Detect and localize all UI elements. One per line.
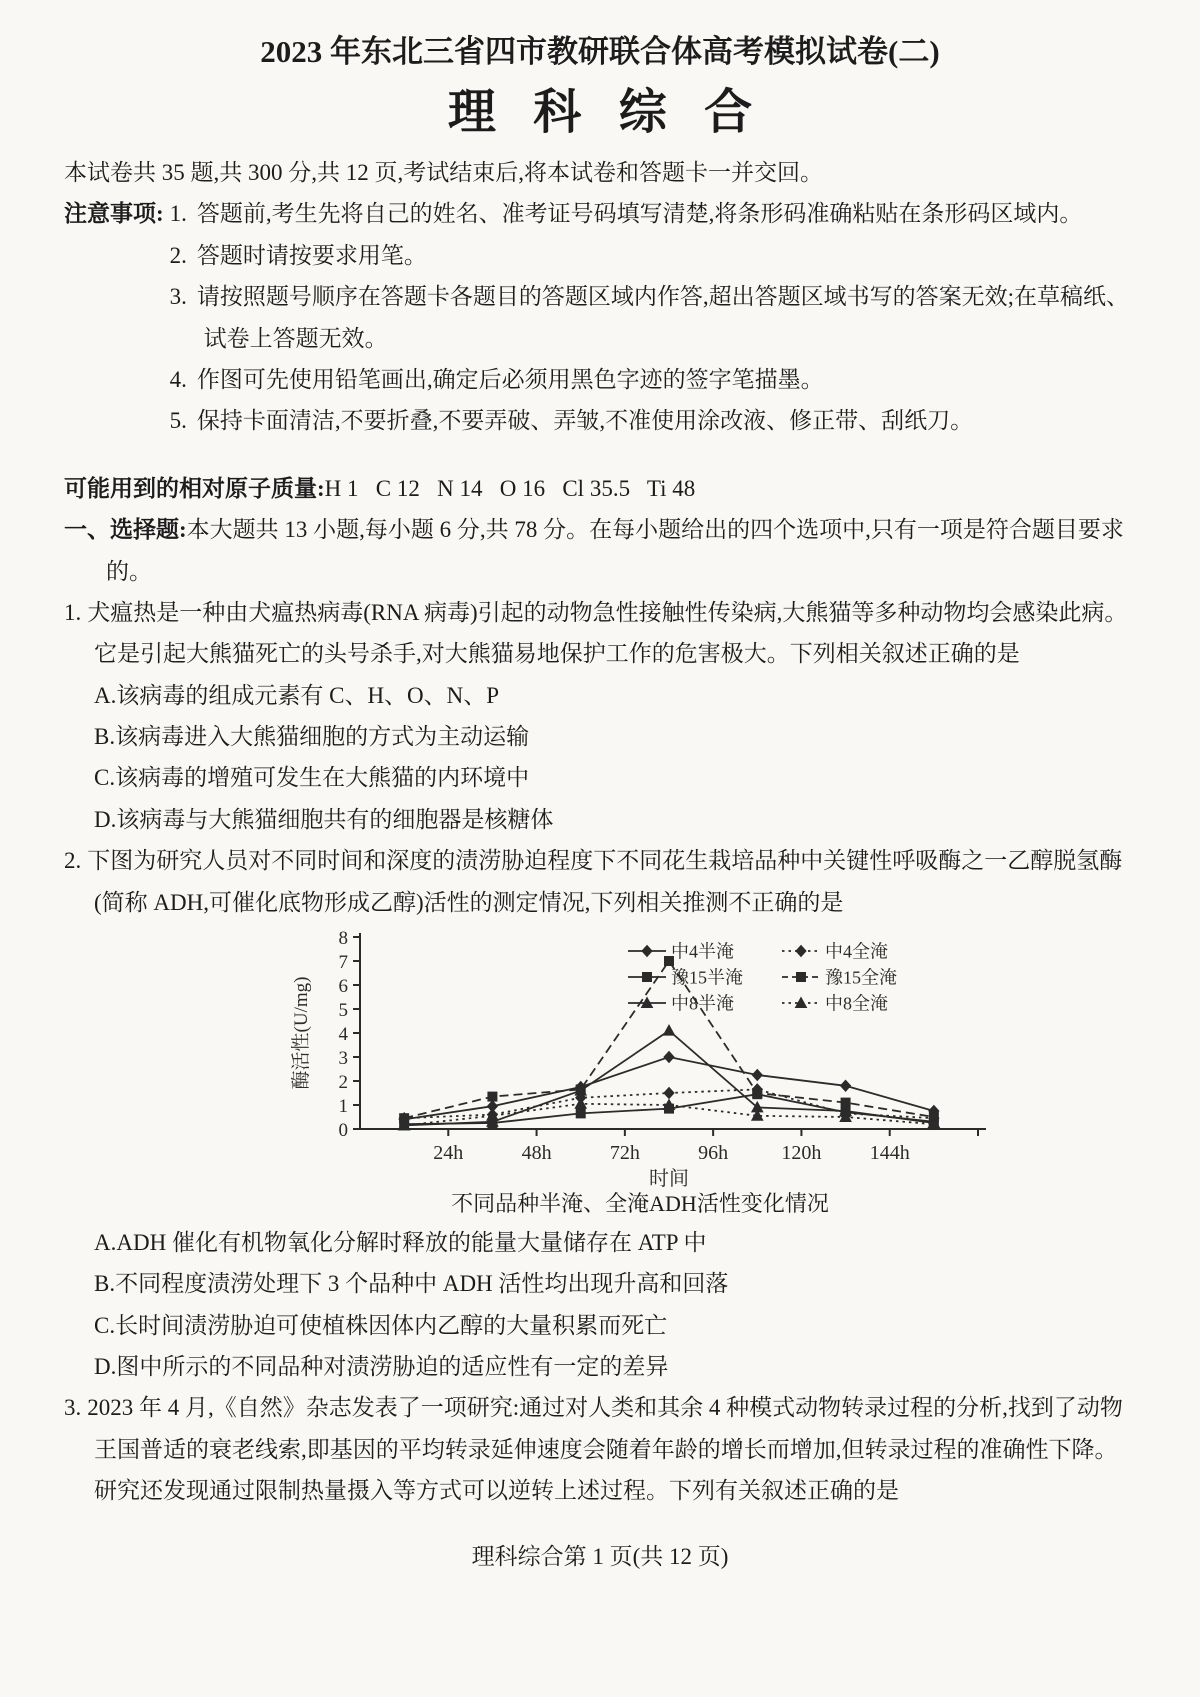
- diamond-marker: [796, 946, 806, 957]
- note-text: 保持卡面清洁,不要折叠,不要弄破、弄皱,不准使用涂改液、修正带、刮纸刀。: [196, 408, 974, 434]
- section-text: 本大题共 13 小题,每小题 6 分,共 78 分。在每小题给出的四个选项中,只有一项是符合题目要求的。: [106, 517, 1124, 584]
- option-d: D.该病毒与大熊猫细胞共有的细胞器是核糖体: [94, 806, 554, 832]
- legend-item: [628, 942, 734, 962]
- section-header: [64, 509, 1136, 592]
- legend-item: [782, 994, 888, 1014]
- square-marker: [576, 1085, 585, 1094]
- x-tick-label: 48h: [521, 1142, 552, 1165]
- question-head: [64, 592, 1136, 675]
- legend-label: 豫15全淹: [825, 967, 897, 988]
- note-item: [170, 359, 1136, 400]
- y-tick-label: 3: [338, 1048, 348, 1070]
- legend-label: 中4全淹: [825, 941, 888, 962]
- atomic-mass-line: [64, 468, 1136, 509]
- option-b: B.不同程度渍涝处理下 3 个品种中 ADH 活性均出现升高和回落: [94, 1271, 729, 1297]
- question-number: 3.: [64, 1395, 82, 1421]
- question-text: 2023 年 4 月,《自然》杂志发表了一项研究:通过对人类和其余 4 种模式动物转录过程的分析,找到了动物王国普适的衰老线索,即基因的平均转录延伸速度会随着年龄的增长而增加,但转录过程的准确性下降。研究还发现通过限制热量摄入等方式可以逆转上述过程。下列有关叙述正确的是: [87, 1395, 1123, 1504]
- legend-item: [782, 942, 888, 962]
- question-head: [64, 840, 1136, 923]
- question-3: [64, 1387, 1136, 1511]
- legend-label: 中8半淹: [671, 993, 734, 1014]
- legend-label: 中8全淹: [825, 993, 888, 1014]
- notes-list: [170, 193, 1136, 441]
- diamond-marker: [664, 1052, 674, 1063]
- y-tick-label: 6: [338, 976, 348, 998]
- y-axis-label: 酶活性(U/mg): [291, 976, 312, 1090]
- page-title: 2023 年东北三省四市教研联合体高考模拟试卷(二): [260, 34, 940, 69]
- square-marker: [488, 1092, 497, 1101]
- note-text: 答题前,考生先将自己的姓名、准考证号码填写清楚,将条形码准确粘贴在条形码区域内。: [196, 201, 1083, 227]
- option-b: B.该病毒进入大熊猫细胞的方式为主动运输: [94, 724, 530, 750]
- y-tick-label: 7: [338, 952, 348, 974]
- notes-label: 注意事项:: [64, 201, 164, 227]
- question-text: 下图为研究人员对不同时间和深度的渍涝胁迫程度下不同花生栽培品种中关键性呼吸酶之一乙醇脱氢酶(简称 ADH,可催化底物形成乙醇)活性的测定情况,下列相关推测不正确的是: [87, 848, 1123, 915]
- page-footer: 理科综合第 1 页(共 12 页): [471, 1543, 729, 1569]
- note-number: 1.: [169, 201, 187, 227]
- diamond-marker: [664, 1088, 674, 1099]
- x-tick-label: 120h: [781, 1142, 822, 1165]
- legend-item: [782, 968, 897, 988]
- chart-caption: 不同品种半淹、全淹ADH活性变化情况: [451, 1191, 829, 1217]
- note-text: 答题时请按要求用笔。: [196, 242, 427, 268]
- note-item: [170, 400, 1136, 441]
- note-item: [170, 193, 1136, 234]
- y-tick-label: 5: [338, 1000, 348, 1022]
- diamond-marker: [841, 1080, 851, 1091]
- option-d: D.图中所示的不同品种对渍涝胁迫的适应性有一定的差异: [94, 1354, 669, 1379]
- note-text: 请按照题号顺序在答题卡各题目的答题区域内作答,超出答题区域书写的答案无效;在草稿纸、试卷上答题无效。: [196, 284, 1130, 351]
- x-tick-label: 72h: [609, 1142, 640, 1165]
- note-number: 5.: [169, 408, 187, 434]
- section-label: 一、选择题:: [64, 517, 187, 543]
- note-number: 4.: [169, 366, 187, 392]
- question-number: 1.: [64, 599, 82, 625]
- square-marker: [576, 1109, 585, 1118]
- diamond-marker: [642, 946, 652, 957]
- square-marker: [643, 973, 652, 982]
- legend-label: 豫15半淹: [671, 967, 743, 988]
- option-a: A.ADH 催化有机物氧化分解时释放的能量大量储存在 ATP 中: [94, 1229, 707, 1255]
- options-list: [94, 1222, 1136, 1388]
- atomic-mass-values: H 1 C 12 N 14 O 16 Cl 35.5 Ti 48: [324, 475, 696, 501]
- options-list: [94, 675, 1136, 841]
- triangle-marker: [664, 1025, 675, 1035]
- y-tick-label: 1: [338, 1096, 348, 1118]
- x-tick-label: 96h: [698, 1142, 729, 1165]
- x-tick-label: 144h: [869, 1142, 910, 1165]
- x-axis-label: 时间: [649, 1168, 689, 1190]
- exam-notes: [64, 193, 1136, 441]
- adh-activity-chart: [290, 927, 990, 1189]
- y-tick-label: 8: [338, 928, 348, 950]
- question-1: [64, 592, 1136, 840]
- square-marker: [753, 1089, 762, 1098]
- note-number: 2.: [169, 242, 187, 268]
- legend-item: [628, 994, 734, 1014]
- adh-activity-chart-block: [290, 927, 990, 1220]
- question-2: [64, 840, 1136, 1387]
- question-number: 2.: [64, 848, 82, 874]
- square-marker: [797, 973, 806, 982]
- exam-info-line: 本试卷共 35 题,共 300 分,共 12 页,考试结束后,将本试卷和答题卡一并交回。: [64, 160, 823, 185]
- question-head: [64, 1387, 1136, 1511]
- question-text: 犬瘟热是一种由犬瘟热病毒(RNA 病毒)引起的动物急性接触性传染病,大熊猫等多种动物均会感染此病。它是引起大熊猫死亡的头号杀手,对大熊猫易地保护工作的危害极大。下列相关叙述正确的是: [87, 599, 1128, 667]
- legend-label: 中4半淹: [671, 941, 734, 962]
- exam-subject-title: 理科综合: [447, 86, 790, 139]
- legend-item: [628, 968, 743, 988]
- note-text: 作图可先使用铅笔画出,确定后必须用黑色字迹的签字笔描墨。: [196, 366, 824, 392]
- y-tick-label: 4: [338, 1024, 348, 1046]
- y-tick-label: 2: [338, 1072, 348, 1094]
- note-number: 3.: [169, 284, 187, 310]
- note-item: [170, 235, 1136, 276]
- option-c: C.长时间渍涝胁迫可使植株因体内乙醇的大量积累而死亡: [94, 1312, 668, 1338]
- option-c: C.该病毒的增殖可发生在大熊猫的内环境中: [94, 765, 530, 791]
- square-marker: [841, 1098, 850, 1107]
- note-item: [170, 276, 1136, 359]
- atomic-mass-label: 可能用到的相对原子质量:: [64, 475, 325, 501]
- x-tick-label: 24h: [433, 1142, 464, 1165]
- diamond-marker: [752, 1070, 762, 1081]
- option-a: A.该病毒的组成元素有 C、H、O、N、P: [94, 682, 500, 708]
- y-tick-label: 0: [338, 1120, 348, 1142]
